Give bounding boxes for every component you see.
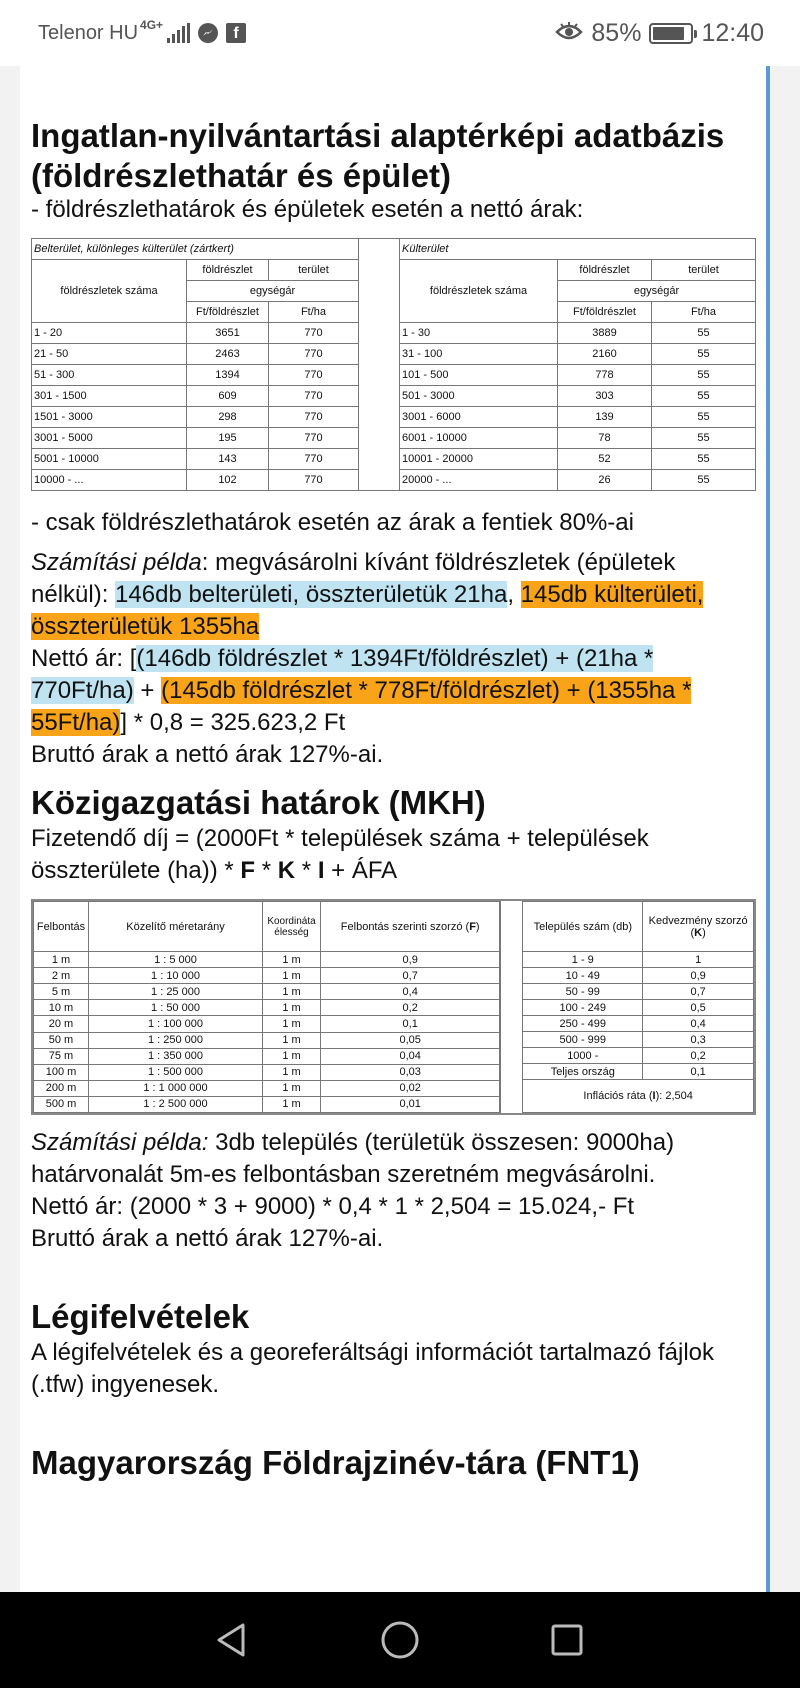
table-cell: 55 [652,428,756,449]
table-row [400,470,756,491]
table-cell: 770 [269,386,359,407]
column-header: egységár [187,281,359,302]
table-cell: 51 - 300 [32,365,187,386]
table-cell: 20000 - ... [400,470,558,491]
example-cadastral [31,547,759,771]
table-row [32,323,359,344]
navigation-bar [0,1592,800,1688]
aerial-text: A légifelvételek és a georeferáltsági információt tartalmazó fájlok (.tfw) ingyenesek. [31,1339,715,1398]
table-cell: 1 : 10 000 [89,968,263,984]
column-header: terület [652,260,756,281]
status-left [38,18,246,45]
table-cell: 1 : 2 500 000 [89,1096,263,1112]
browser-viewport[interactable] [0,66,800,1592]
page-content [20,66,766,1592]
table-cell: 5 m [34,984,89,1000]
table-cell: 6001 - 10000 [400,428,558,449]
table-cell: 770 [269,470,359,491]
table-cell: 55 [652,344,756,365]
column-header [321,902,500,952]
example-admin [31,1127,759,1255]
table-cell: 0,7 [321,968,500,984]
table-cell: 55 [652,470,756,491]
highlight-net-outer: (145db földrészlet * 778Ft/földrészlet) + (1355ha * 55Ft/ha) [31,677,692,736]
example-label: Számítási példa: [31,1129,209,1156]
table-cell: 0,2 [321,1000,500,1016]
table-cell: 609 [187,386,269,407]
table-cell: 55 [652,407,756,428]
table-cell: 0,9 [643,968,754,984]
table-cell: 500 - 999 [523,1032,643,1048]
header-text: Kedvezmény szorzó ( [648,914,748,939]
column-header: egységár [558,281,756,302]
table-cell: 0,02 [321,1080,500,1096]
recents-button[interactable] [543,1616,591,1664]
table-cell: 0,1 [321,1016,500,1032]
table-cell: 55 [652,449,756,470]
table-cell: 1501 - 3000 [32,407,187,428]
battery-percent: 85% [591,18,642,47]
example-label: Számítási példa [31,549,202,576]
table-cell: 778 [558,365,652,386]
table-cell: 1 m [263,984,321,1000]
home-circle-icon [379,1619,421,1661]
table-cell: 55 [652,386,756,407]
column-header: Ft/földrészlet [558,302,652,323]
table-cell: 5001 - 10000 [32,449,187,470]
table-cell: 75 m [34,1048,89,1064]
table-row [523,984,754,1000]
table-cell: 20 m [34,1016,89,1032]
table-row [400,386,756,407]
table-row [400,428,756,449]
table-cell: 298 [187,407,269,428]
table-cell: 52 [558,449,652,470]
home-button[interactable] [376,1616,424,1664]
formula-tail: + ÁFA [324,857,398,884]
example-text: 3db település (területük összesen: 9000ha) határvonalát 5m-es felbontásban szeretném megvásárolni. [31,1129,675,1188]
table-cell: 1 : 50 000 [89,1000,263,1016]
formula-i: I [317,857,325,884]
table-cell: 21 - 50 [32,344,187,365]
column-header: Település szám (db) [523,902,643,952]
table-row [34,1096,500,1112]
battery-icon [649,23,693,44]
table-cell: 0,4 [321,984,500,1000]
table-row [34,1048,500,1064]
table-cell: 0,3 [643,1032,754,1048]
cadastral-price-tables [31,238,756,491]
table-cell: 3001 - 5000 [32,428,187,449]
table-cell: 501 - 3000 [400,386,558,407]
header-f: F [469,920,476,933]
inflation-row [523,1080,754,1113]
table-cell: 500 m [34,1096,89,1112]
table-row [523,1016,754,1032]
formula-op: * [295,857,318,884]
header-text: ) [475,920,480,933]
table-cell: 102 [187,470,269,491]
table-cell: 770 [269,428,359,449]
table-cell: 1394 [187,365,269,386]
highlight-outer-area: 145db külterületi, összterületük 1355ha [31,581,704,640]
table-cell: 100 - 249 [523,1000,643,1016]
cadastral-subtitle: - földrészlethatárok és épületek esetén a nettó árak: [31,196,584,223]
header-text: Felbontás szerinti szorzó ( [340,920,470,933]
table-cell: 770 [269,344,359,365]
table-row [400,365,756,386]
table-cell: 1 m [263,1000,321,1016]
table-row [523,1000,754,1016]
column-header [643,902,754,952]
section-title-fnt1: Magyarország Földrajzinév-tára (FNT1) [31,1444,640,1481]
table-cell: 1 m [263,1080,321,1096]
table-row [32,386,359,407]
column-header: Felbontás [34,902,89,952]
table-cell: 50 m [34,1032,89,1048]
table-cell: 0,1 [643,1064,754,1080]
formula-k: K [277,857,296,884]
table-cell: 0,05 [321,1032,500,1048]
column-header: földrészletek száma [400,260,558,323]
table-cell: 1 : 25 000 [89,984,263,1000]
gross-note: Bruttó árak a nettó árak 127%-ai. [31,1225,384,1252]
admin-price-tables [31,899,756,1115]
table-cell: 0,7 [643,984,754,1000]
table-row [400,344,756,365]
table-cell: 1 : 500 000 [89,1064,263,1080]
column-header: Koordináta élesség [263,902,321,952]
gross-note: Bruttó árak a nettó árak 127%-ai. [31,741,384,768]
table-settlements [522,901,754,1113]
table-resolution [33,901,500,1113]
table-row [32,365,359,386]
fee-formula [31,823,759,887]
table-cell: 1000 - [523,1048,643,1064]
table-cell: 0,2 [643,1048,754,1064]
table-row [523,1048,754,1064]
table-cell: 101 - 500 [400,365,558,386]
example-comma: , [507,581,514,608]
net-plus: + [133,677,162,704]
table-cell: 31 - 100 [400,344,558,365]
back-triangle-icon [213,1620,253,1660]
table-cell: 1 : 100 000 [89,1016,263,1032]
table-cell: 770 [269,449,359,470]
table-row [32,428,359,449]
table-cell: 26 [558,470,652,491]
formula-f: F [240,857,256,884]
table-cell: 1 - 20 [32,323,187,344]
carrier-label: Telenor HU [38,21,139,44]
table-cell: 78 [558,428,652,449]
table-row [34,1000,500,1016]
table-row [523,1032,754,1048]
table-cell: 139 [558,407,652,428]
table-row [400,407,756,428]
column-header: Ft/ha [652,302,756,323]
section-title-admin-borders: Közigazgatási határok (MKH) [31,784,486,821]
table-row [32,407,359,428]
table-separator [359,238,399,491]
table-cell: Teljes ország [523,1064,643,1080]
table-cell: 1 : 5 000 [89,952,263,968]
table-cell: 1 [643,952,754,968]
table-inner-area [31,238,359,491]
table-cell: 1 m [34,952,89,968]
table-row [34,1080,500,1096]
eye-comfort-icon [555,18,583,49]
table-cell: 3889 [558,323,652,344]
table-cell: 303 [558,386,652,407]
table-cell: 1 : 350 000 [89,1048,263,1064]
table-cell: 301 - 1500 [32,386,187,407]
table-cell: 1 m [263,1032,321,1048]
column-header: földrészlet [187,260,269,281]
signal-icon [167,23,190,43]
messenger-icon [198,23,218,43]
table-row [523,952,754,968]
table-cell: 2 m [34,968,89,984]
table-separator [500,901,522,1113]
back-button[interactable] [209,1616,257,1664]
table-row [34,1064,500,1080]
header-k: K [694,926,703,939]
column-header: Ft/ha [269,302,359,323]
table-caption: Külterület [400,239,756,260]
table-cell: 770 [269,365,359,386]
inflation-label: Inflációs ráta ( [583,1090,653,1102]
net-label: Nettó ár: [ [31,645,137,672]
inflation-i: I [652,1090,656,1102]
table-cell: 1 - 30 [400,323,558,344]
highlight-inner-area: 146db belterületi, összterületük 21ha [115,581,508,608]
net-result: ] * 0,8 = 325.623,2 Ft [120,709,346,736]
inflation-value: ): 2,504 [655,1090,693,1102]
network-type: 4G+ [140,18,164,32]
table-cell: 3651 [187,323,269,344]
example-text: : megvásárolni kívánt földrészletek (épületek nélkül): [31,549,676,608]
section-title-aerial: Légifelvételek [31,1298,250,1335]
table-cell: 0,5 [643,1000,754,1016]
column-header: földrészlet [558,260,652,281]
table-row [32,449,359,470]
header-text: ) [702,926,706,939]
column-header: Ft/földrészlet [187,302,269,323]
clock: 12:40 [701,18,764,47]
table-cell: 10 m [34,1000,89,1016]
table-cell: 55 [652,365,756,386]
table-cell: 1 m [263,952,321,968]
table-row [34,952,500,968]
table-cell: 770 [269,323,359,344]
table-cell: 10 - 49 [523,968,643,984]
table-cell: 0,4 [643,1016,754,1032]
table-cell: 1 : 250 000 [89,1032,263,1048]
highlight-net-inner: (146db földrészlet * 1394Ft/földrészlet) + (21ha * 770Ft/ha) [31,645,654,704]
net-price: Nettó ár: (2000 * 3 + 9000) * 0,4 * 1 * 2,504 = 15.024,- Ft [31,1193,635,1220]
table-row [34,1032,500,1048]
table-row [523,968,754,984]
table-cell: 1 m [263,1064,321,1080]
formula-text: Fizetendő díj = (2000Ft * települések száma + települések összterülete (ha)) * [31,825,649,884]
table-cell: 1 m [263,1096,321,1112]
column-header: terület [269,260,359,281]
recents-square-icon [548,1621,586,1659]
column-header: földrészletek száma [32,260,187,323]
column-header: Közelítő méretarány [89,902,263,952]
table-cell: 10000 - ... [32,470,187,491]
table-cell: 100 m [34,1064,89,1080]
scroll-rail[interactable] [766,66,770,1592]
table-cell: 10001 - 20000 [400,449,558,470]
table-cell: 250 - 499 [523,1016,643,1032]
table-cell: 3001 - 6000 [400,407,558,428]
table-row [32,344,359,365]
note-boundaries-only: - csak földrészlethatárok esetén az árak a fentiek 80%-ai [31,509,634,536]
table-cell: 0,04 [321,1048,500,1064]
status-right [555,18,764,49]
table-row [32,470,359,491]
table-cell: 55 [652,323,756,344]
table-row [34,1016,500,1032]
section-title-cadastral: Ingatlan-nyilvántartási alaptérképi adatbázis (földrészlethatár és épület) [31,117,725,194]
inflation-rate [523,1080,754,1113]
table-row [523,1064,754,1080]
table-cell: 1 : 1 000 000 [89,1080,263,1096]
table-cell: 2160 [558,344,652,365]
table-cell: 200 m [34,1080,89,1096]
table-cell: 1 m [263,1048,321,1064]
table-cell: 0,9 [321,952,500,968]
table-outer-area [399,238,756,491]
table-cell: 195 [187,428,269,449]
table-cell: 50 - 99 [523,984,643,1000]
table-caption: Belterület, különleges külterület (zártkert) [32,239,359,260]
table-cell: 0,01 [321,1096,500,1112]
table-row [400,449,756,470]
formula-op: * [255,857,278,884]
facebook-icon: f [226,23,246,43]
table-row [34,968,500,984]
table-cell: 0,03 [321,1064,500,1080]
table-row [400,323,756,344]
table-cell: 143 [187,449,269,470]
table-cell: 770 [269,407,359,428]
table-cell: 1 m [263,968,321,984]
table-cell: 2463 [187,344,269,365]
table-row [34,984,500,1000]
table-cell: 1 m [263,1016,321,1032]
status-bar [0,0,800,66]
table-cell: 1 - 9 [523,952,643,968]
